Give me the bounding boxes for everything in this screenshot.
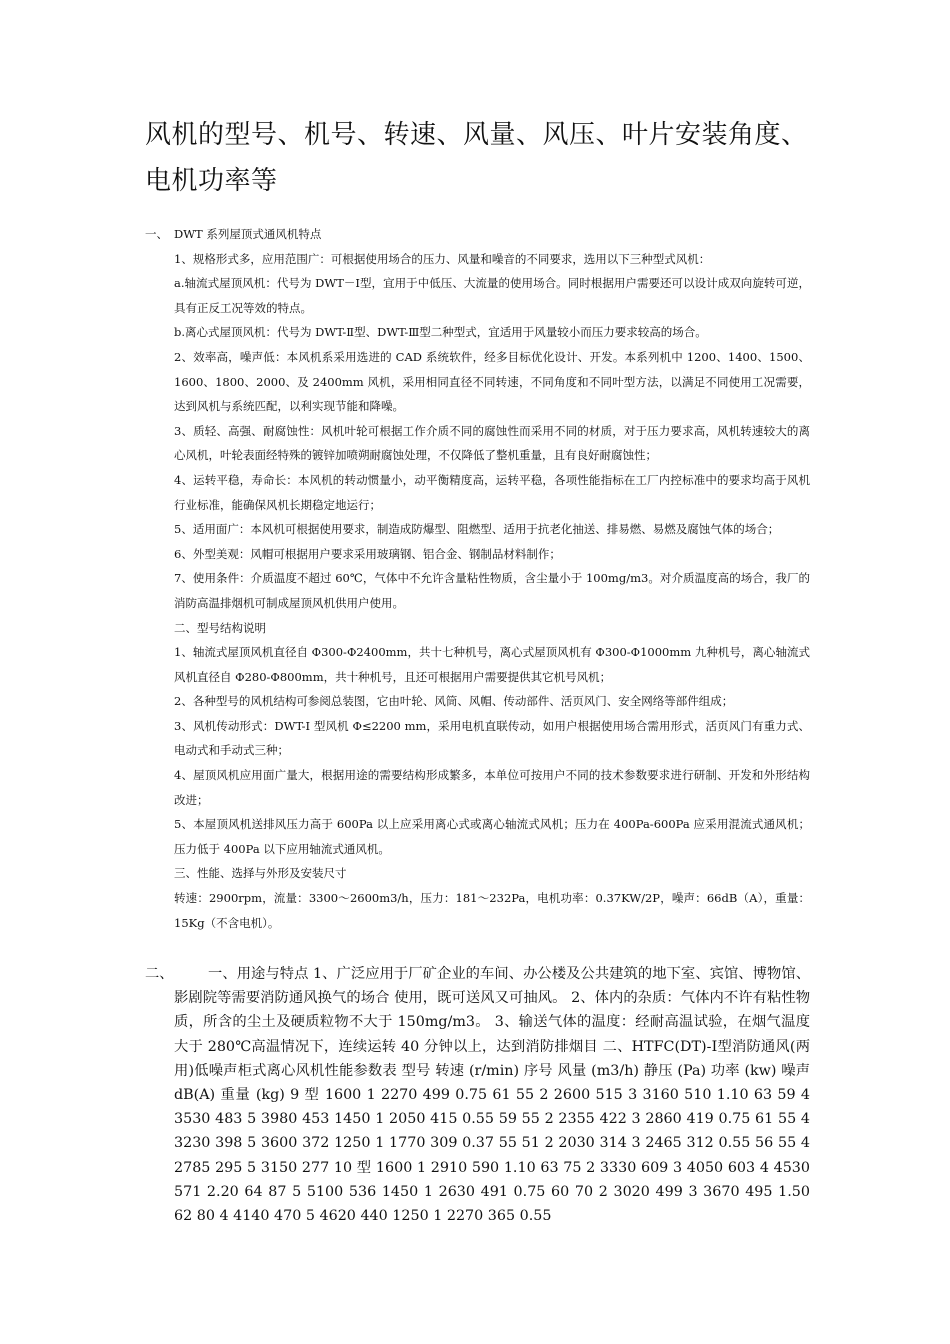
paragraph: 2、效率高，噪声低：本风机系采用选进的 CAD 系统软件，经多目标优化设计、开发。本系列机中 1200、1400、1500、1600、1800、2000、及 2400mm 风机，采用相同直径不同转速，不同角度和不同叶型方法，以满足不同使用工况需要，达到风机与系统匹配，以利实现节能和降噪。 <box>174 349 810 414</box>
section-one <box>145 222 810 935</box>
section-two-marker: 二、 <box>145 966 174 982</box>
section-one-body <box>174 247 810 936</box>
document-title: 风机的型号、机号、转速、风量、风压、叶片安装角度、电机功率等 <box>145 120 808 196</box>
paragraph: 6、外型美观：风帽可根据用户要求采用玻璃钢、铝合金、钢制品材料制作； <box>174 546 561 561</box>
subheading: 三、性能、选择与外形及安装尺寸 <box>174 866 347 881</box>
section-one-heading: DWT 系列屋顶式通风机特点 <box>174 227 322 241</box>
section-two <box>145 962 810 1228</box>
paragraph: 7、使用条件：介质温度不超过 60℃，气体中不允许含量粘性物质，含尘量小于 100mg/m3。对介质温度高的场合，我厂的消防高温排烟机可制成屋顶风机供用户使用。 <box>174 571 810 610</box>
paragraph: 3、风机传动形式：DWT-I 型风机 Φ≤2200 mm，采用电机直联传动，如用户根据使用场合需用形式，活页风门有重力式、电动式和手动式三种； <box>174 718 810 758</box>
paragraph: 3、质轻、高强、耐腐蚀性：风机叶轮可根据工作介质不同的腐蚀性而采用不同的材质，对于压力要求高，风机转速较大的离心风机，叶轮表面经特殊的镀锌加喷朔耐腐蚀处理，不仅降低了整机重量，且有良好耐腐蚀性； <box>174 423 810 463</box>
paragraph: 4、运转平稳，寿命长：本风机的转动惯量小，动平衡精度高，运转平稳，各项性能指标在工厂内控标准中的要求均高于风机行业标准，能确保风机长期稳定地运行； <box>174 472 810 512</box>
paragraph: 1、轴流式屋顶风机直径自 Φ300-Φ2400mm，共十七种机号，离心式屋顶风机有 Φ300-Φ1000mm 九种机号，离心轴流式风机直径自 Φ280-Φ800mm，共十种机号，且还可根据用户需要提供其它机号风机； <box>174 645 810 684</box>
paragraph: a.轴流式屋顶风机：代号为 DWT－Ⅰ型，宜用于中低压、大流量的使用场合。同时根据用户需要还可以设计成双向旋转可逆，具有正反工况等效的特点。 <box>174 276 810 315</box>
subheading: 二、型号结构说明 <box>174 620 266 635</box>
paragraph: 1、规格形式多，应用范围广：可根据使用场合的压力、风量和噪音的不同要求，选用以下三种型式风机： <box>174 251 711 266</box>
paragraph: 2、各种型号的风机结构可参阅总装图，它由叶轮、风筒、风帽、传动部件、活页风门、安全网络等部件组成； <box>174 694 734 709</box>
section-one-marker: 一、 <box>145 227 168 241</box>
paragraph: 5、本屋顶风机送排风压力高于 600Pa 以上应采用离心式或离心轴流式风机；压力在 400Pa-600Pa 应采用混流式通风机；压力低于 400Pa 以下应用轴流式通风机。 <box>174 817 810 856</box>
paragraph: b.离心式屋顶风机：代号为 DWT-Ⅱ型、DWT-Ⅲ型二种型式，宜适用于风量较小而压力要求较高的场合。 <box>174 325 707 340</box>
section-two-body: 一、用途与特点 1、广泛应用于厂矿企业的车间、办公楼及公共建筑的地下室、宾馆、博物馆、影剧院等需要消防通风换气的场合 使用，既可送风又可抽风。 2、体内的杂质：气体内不许有粘性物质，所含的尘土及硬质粒物不大于 150mg/m3。 3、输送气体的温度：经耐高温试验，在烟气温度大于 280℃高温情况下，连续运转 40 分钟以上，达到消防排烟目 二、HTFC(DT)-Ⅰ型消防通风(两用)低噪声柜式离心风机性能参数表 型号 转速 (r/min) 序号 风量 (m3/h) 静压 (Pa) 功率 (kw) 噪声 dB(A) 重量 (kg) 9 型 1600 1 2270 499 0.75 61 55 2 2600 515 3 3160 510 1.10 63 59 4 3530 483 5 3980 453 1450 1 2050 415 0.55 59 55 2 2355 422 3 2860 419 0.75 61 55 4 3230 398 5 3600 372 1250 1 1770 309 0.37 55 51 2 2030 314 3 2465 312 0.55 56 55 4 2785 295 5 3150 277 10 型 1600 1 2910 590 1.10 63 75 2 3330 609 3 4050 603 4 4530 571 2.20 64 87 5 5100 536 1450 1 2630 491 0.75 60 70 2 3020 499 3 3670 495 1.50 62 80 4 4140 470 5 4620 440 1250 1 2270 365 0.55 <box>174 966 810 1225</box>
paragraph: 4、屋顶风机应用面广量大，根据用途的需要结构形成繁多，本单位可按用户不同的技术参数要求进行研制、开发和外形结构改进； <box>174 768 810 807</box>
paragraph: 5、适用面广：本风机可根据使用要求，制造成防爆型、阻燃型、适用于抗老化抽送、排易燃、易燃及腐蚀气体的场合； <box>174 522 780 537</box>
paragraph: 转速：2900rpm，流量：3300～2600m3/h，压力：181～232Pa，电机功率：0.37KW/2P，噪声：66dB（A），重量：15Kg（不含电机）。 <box>174 891 810 930</box>
